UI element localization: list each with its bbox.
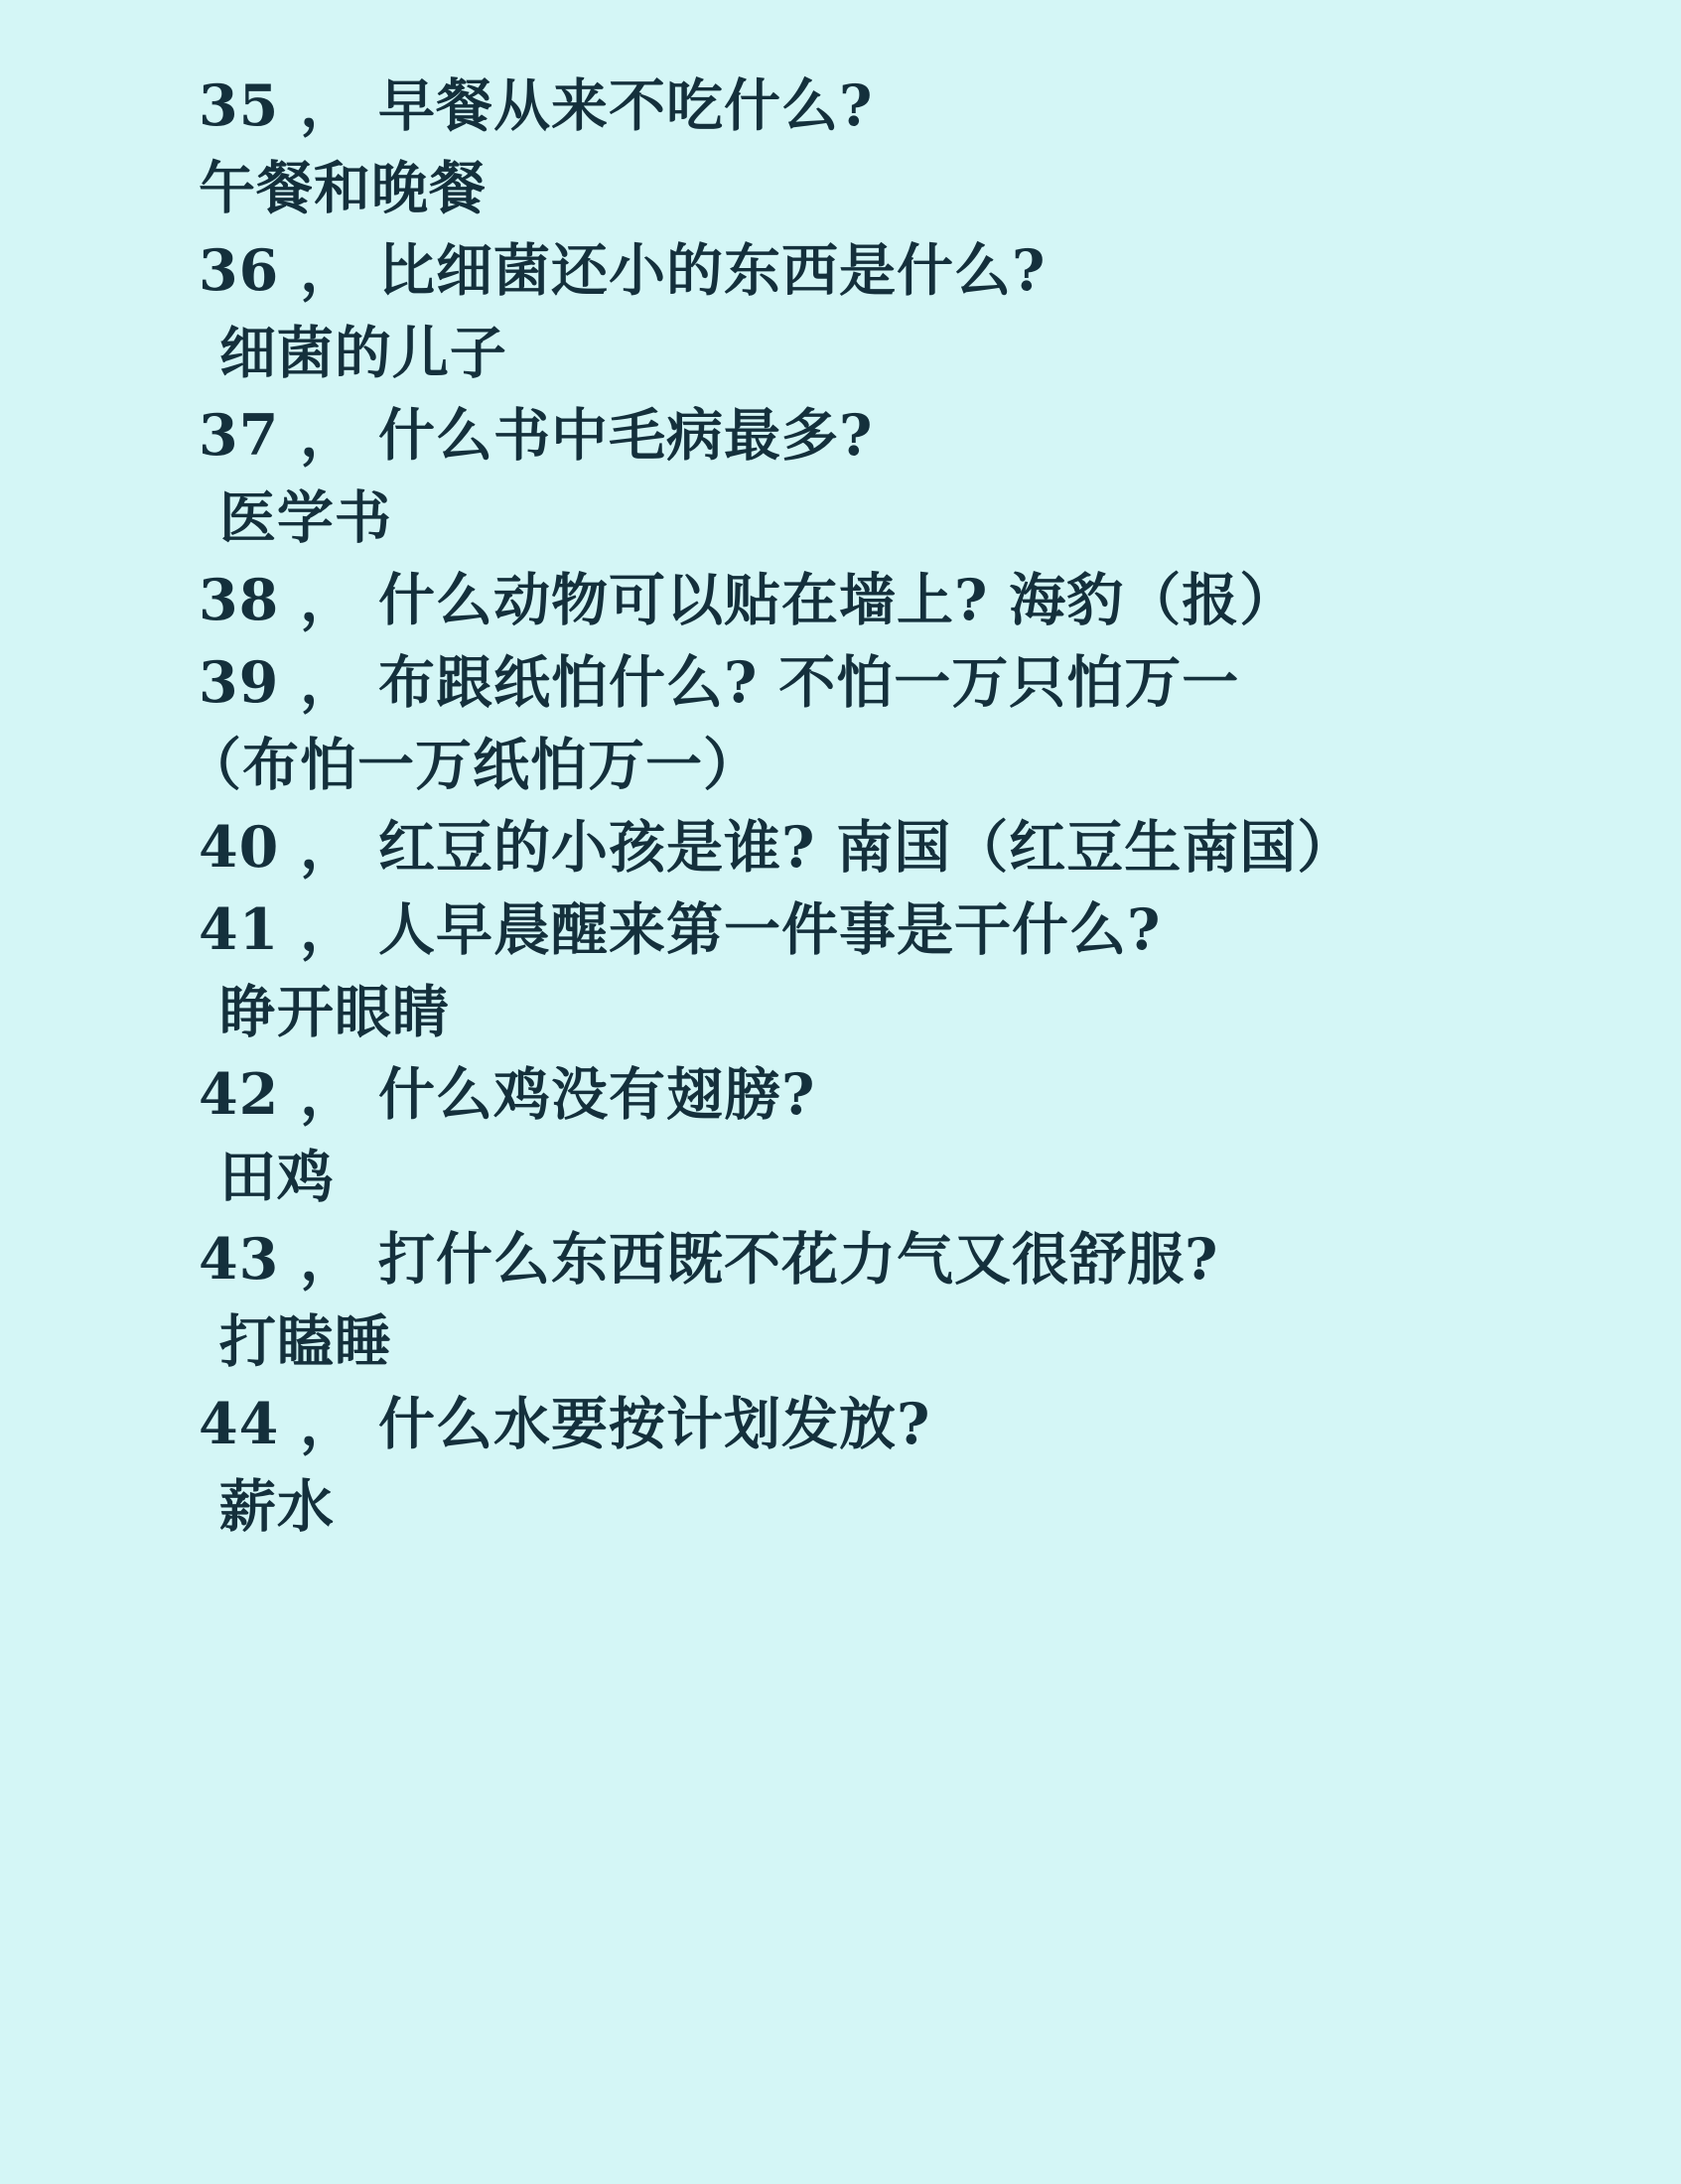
riddle-question: 35 ， 早餐从来不吃什么? <box>199 72 874 139</box>
riddle-answer: 打瞌睡 <box>199 1308 392 1375</box>
riddle-question: 36 ， 比细菌还小的东西是什么? <box>199 237 1047 304</box>
riddle-answer: 午餐和晚餐 <box>199 155 487 221</box>
riddle-question: 37 ， 什么书中毛病最多? <box>199 402 874 469</box>
riddle-entry-44 <box>199 1391 1572 1540</box>
riddle-answer: 薪水 <box>199 1473 335 1540</box>
riddle-entry-36 <box>199 237 1572 386</box>
riddle-question: 41 ， 人早晨醒来第一件事是干什么? <box>199 896 1162 963</box>
riddle-entry-41 <box>199 896 1572 1045</box>
riddle-question: 39 ， 布跟纸怕什么? 不怕一万只怕万一 <box>199 649 1240 716</box>
riddle-entry-38 <box>199 567 1572 633</box>
riddle-entry-35 <box>199 72 1572 221</box>
riddle-answer: 细菌的儿子 <box>199 320 507 386</box>
riddle-question: 38 ， 什么动物可以贴在墙上? 海豹（报） <box>199 567 1298 633</box>
riddle-question: 42 ， 什么鸡没有翅膀? <box>199 1061 816 1128</box>
riddle-entry-40 <box>199 814 1572 881</box>
riddle-question: 44 ， 什么水要按计划发放? <box>199 1391 931 1457</box>
riddle-entry-43 <box>199 1226 1572 1375</box>
riddle-entry-39 <box>185 649 1572 798</box>
riddle-answer: 医学书 <box>199 484 392 551</box>
riddle-entry-37 <box>199 402 1572 551</box>
riddle-question-continuation: （布怕一万纸怕万一） <box>185 732 761 798</box>
riddle-answer: 睁开眼睛 <box>199 979 450 1045</box>
riddle-question: 43 ， 打什么东西既不花力气又很舒服? <box>199 1226 1219 1293</box>
riddle-answer: 田鸡 <box>199 1144 335 1210</box>
riddle-entry-42 <box>199 1061 1572 1210</box>
riddle-question: 40 ， 红豆的小孩是谁? 南国（红豆生南国） <box>199 814 1355 881</box>
